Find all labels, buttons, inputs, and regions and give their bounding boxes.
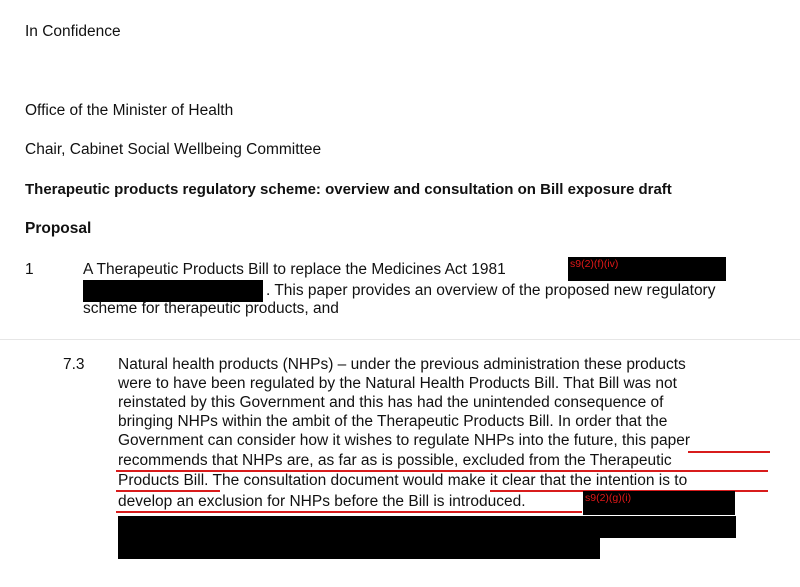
paragraph-line: were to have been regulated by the Natural Health Products Bill. That Bill was not (118, 375, 677, 392)
highlight-underline (116, 490, 220, 492)
paragraph-line: Natural health products (NHPs) – under the previous administration these products (118, 356, 686, 373)
paragraph-line: recommends that NHPs are, as far as is possible, excluded from the Therapeutic (118, 452, 672, 469)
paragraph-line: bringing NHPs within the ambit of the Therapeutic Products Bill. In order that the (118, 413, 668, 430)
from-line: Office of the Minister of Health (25, 102, 234, 119)
paragraph-line: reinstated by this Government and this has had the unintended consequence of (118, 394, 664, 411)
redaction-block (118, 516, 736, 538)
to-line: Chair, Cabinet Social Wellbeing Committee (25, 141, 322, 158)
paragraph-line: Government can consider how it wishes to regulate NHPs into the future, this paper (118, 432, 691, 449)
document-title: Therapeutic products regulatory scheme: overview and consultation on Bill exposure draft (25, 181, 672, 198)
classification-label: In Confidence (25, 23, 121, 40)
paragraph-number: 1 (25, 261, 34, 278)
paragraph-line: scheme for therapeutic products, and (83, 300, 339, 317)
highlight-underline (116, 470, 768, 472)
paragraph-line: A Therapeutic Products Bill to replace the Medicines Act 1981 (83, 261, 506, 278)
paragraph-line: . This paper provides an overview of the proposed new regulatory (266, 282, 716, 299)
highlight-underline (116, 511, 582, 513)
redaction-block (118, 537, 600, 559)
section-divider (0, 339, 800, 340)
paragraph-line: develop an exclusion for NHPs before the Bill is introduced. (118, 493, 526, 510)
paragraph-line: Products Bill. The consultation document would make it clear that the intention is to (118, 472, 688, 489)
paragraph-number: 7.3 (63, 356, 85, 373)
redaction-code: s9(2)(g)(i) (585, 492, 632, 504)
redaction-code: s9(2)(f)(iv) (570, 258, 619, 270)
highlight-underline (688, 451, 770, 453)
proposal-heading: Proposal (25, 220, 92, 237)
